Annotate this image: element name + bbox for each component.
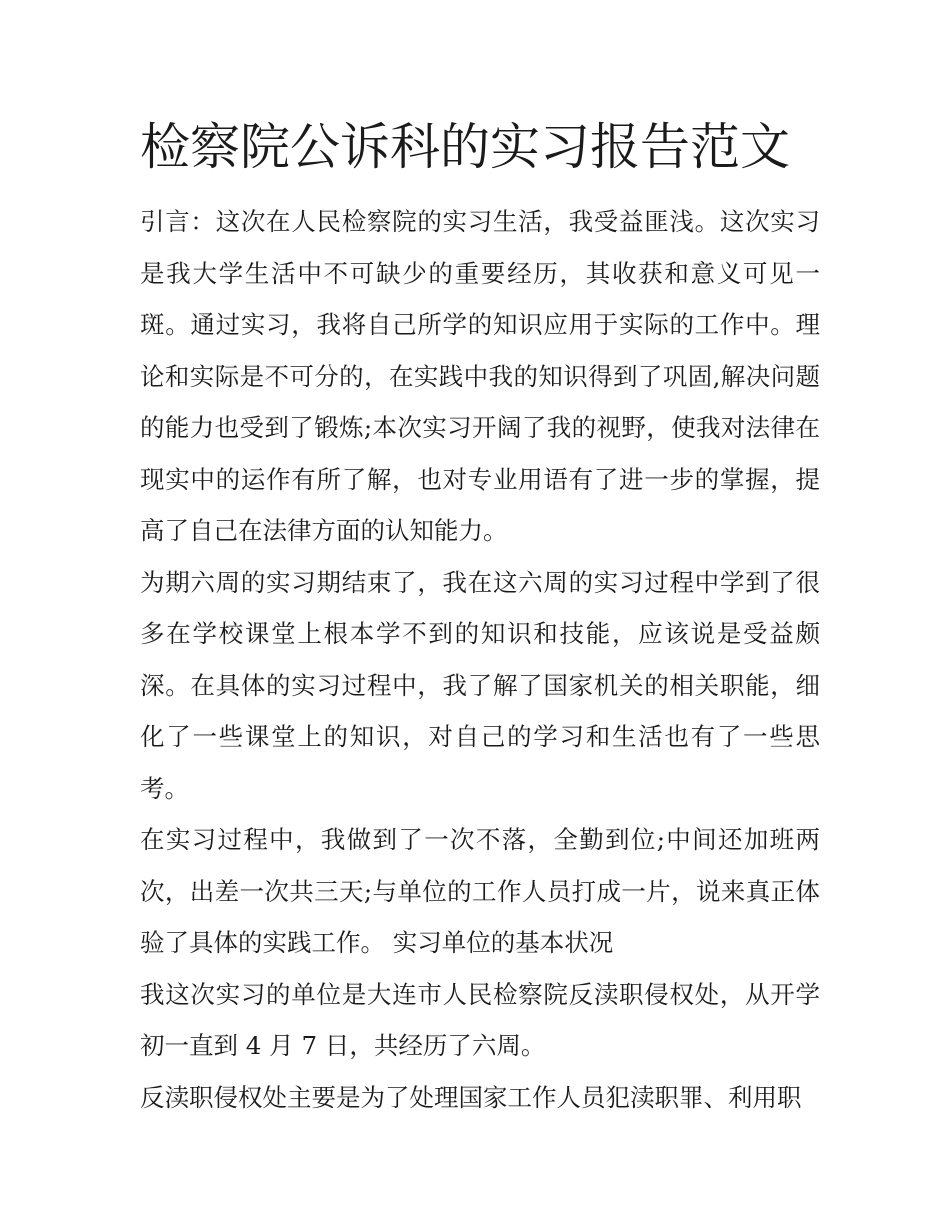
paragraph-unit: 我这次实习的单位是大连市人民检察院反渎职侵权处，从开学初一直到 4 月 7 日，共经历了六周。: [140, 979, 820, 1060]
document-title: 检察院公诉科的实习报告范文: [140, 118, 790, 176]
paragraph-attendance: 在实习过程中，我做到了一次不落，全勤到位;中间还加班两次，出差一次共三天;与单位的工作人员打成一片，说来真正体验了具体的实践工作。 实习单位的基本状况: [140, 825, 820, 957]
document-body: [140, 196, 820, 1123]
paragraph-six-weeks: 为期六周的实习期结束了，我在这六周的实习过程中学到了很多在学校课堂上根本学不到的知识和技能，应该说是受益颇深。在具体的实习过程中，我了解了国家机关的相关职能，细化了一些课堂上的知识，对自己的学习和生活也有了一些思考。: [140, 567, 820, 803]
paragraph-intro: 引言：这次在人民检察院的实习生活，我受益匪浅。这次实习是我大学生活中不可缺少的重要经历，其收获和意义可见一斑。通过实习，我将自己所学的知识应用于实际的工作中。理论和实际是不可分的，在实践中我的知识得到了巩固,解决问题的能力也受到了锻炼;本次实习开阔了我的视野，使我对法律在现实中的运作有所了解，也对专业用语有了进一步的掌握，提高了自己在法律方面的认知能力。: [140, 207, 820, 545]
paragraph-department: 反渎职侵权处主要是为了处理国家工作人员犯渎职罪、利用职: [140, 1082, 802, 1112]
